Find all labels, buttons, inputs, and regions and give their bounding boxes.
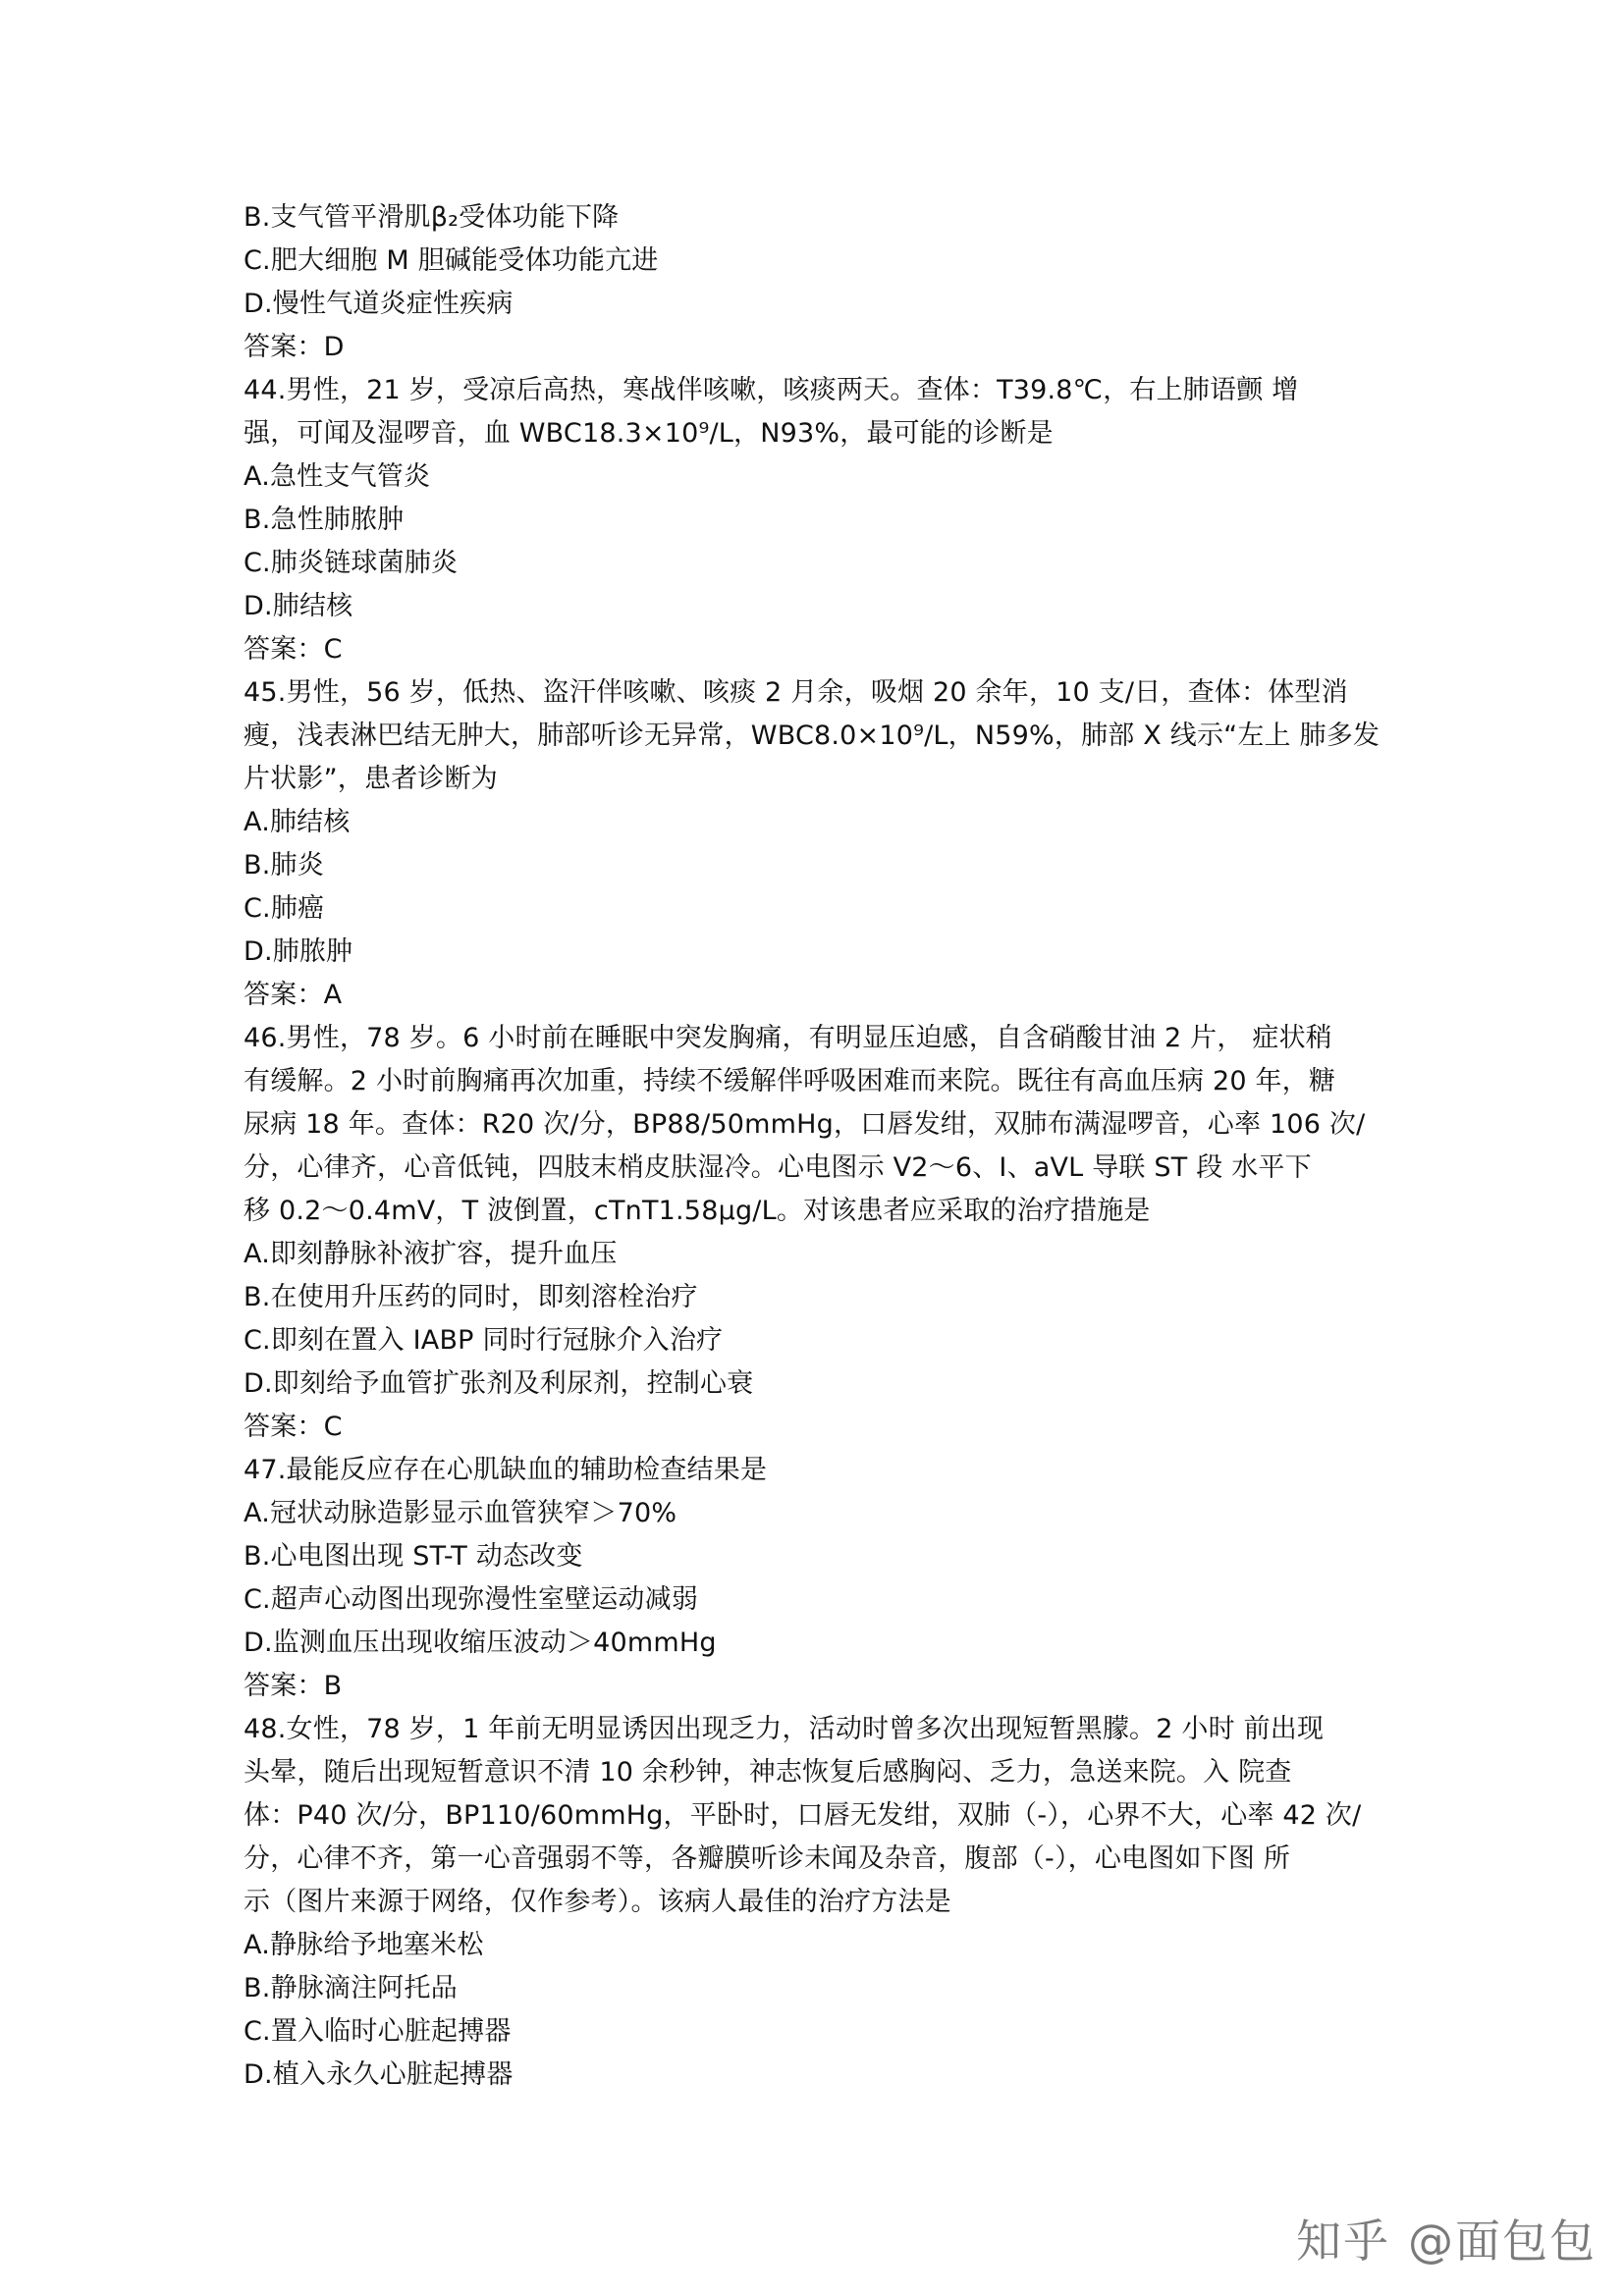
option-line: C.超声心动图出现弥漫性室壁运动减弱: [244, 1584, 699, 1615]
watermark-author: @面包包: [1408, 2215, 1597, 2268]
option-line: A.静脉给予地塞米松: [244, 1930, 484, 1960]
question-46-line: 分，心律齐，心音低钝，四肢末梢皮肤湿冷。心电图示 V2～6、Ⅰ、aVL 导联 ST 段 水平下: [244, 1152, 1312, 1183]
option-line: C.肺炎链球菌肺炎: [244, 548, 459, 578]
option-line: C.即刻在置入 IABP 同时行冠脉介入治疗: [244, 1325, 724, 1356]
watermark-brand: 知乎: [1296, 2215, 1390, 2268]
answer-line: 答案：C: [244, 634, 343, 665]
option-line: B.肺炎: [244, 850, 324, 881]
text-line: B.支气管平滑肌β₂受体功能下降: [244, 202, 620, 233]
option-line: A.急性支气管炎: [244, 461, 431, 492]
answer-line: 答案：B: [244, 1671, 343, 1701]
option-line: D.肺结核: [244, 591, 353, 621]
question-48-line: 头晕，随后出现短暂意识不清 10 余秒钟，神志恢复后感胸闷、乏力，急送来院。入 院查: [244, 1757, 1292, 1788]
option-line: B.在使用升压药的同时，即刻溶栓治疗: [244, 1282, 698, 1312]
answer-line: 答案：A: [244, 980, 343, 1010]
watermark: [1296, 2206, 1597, 2270]
option-line: C.肺癌: [244, 893, 325, 924]
question-45-line: 片状影”，患者诊断为: [244, 764, 498, 794]
document-page: [244, 196, 1402, 2097]
text-line: C.肥大细胞 M 胆碱能受体功能亢进: [244, 245, 659, 276]
question-48-line: 分，心律不齐，第一心音强弱不等，各瓣膜听诊未闻及杂音，腹部（-），心电图如下图 所: [244, 1843, 1291, 1874]
option-line: B.急性肺脓肿: [244, 505, 405, 535]
question-44-line: 44.男性，21 岁，受凉后高热，寒战伴咳嗽，咳痰两天。查体：T39.8℃，右上肺语颤 增: [244, 375, 1299, 405]
question-48-line: 示（图片来源于网络，仅作参考）。该病人最佳的治疗方法是: [244, 1887, 951, 1917]
option-line: B.静脉滴注阿托品: [244, 1973, 458, 2003]
option-line: A.肺结核: [244, 807, 351, 837]
option-line: B.心电图出现 ST-T 动态改变: [244, 1541, 583, 1572]
question-46-line: 移 0.2～0.4mV，T 波倒置，cTnT1.58μg/L。对该患者应采取的治疗措施是: [244, 1196, 1151, 1226]
option-line: D.监测血压出现收缩压波动＞40mmHg: [244, 1628, 717, 1658]
question-45-line: 瘦，浅表淋巴结无肿大，肺部听诊无异常，WBC8.0×10⁹/L，N59%，肺部 X 线示“左上 肺多发: [244, 721, 1380, 751]
question-48-line: 体：P40 次/分，BP110/60mmHg，平卧时，口唇无发绀，双肺（-），心界不大，心率 42 次/: [244, 1800, 1362, 1831]
question-46-line: 尿病 18 年。查体：R20 次/分，BP88/50mmHg，口唇发绀，双肺布满湿啰音，心率 106 次/: [244, 1109, 1366, 1140]
option-line: A.冠状动脉造影显示血管狭窄＞70%: [244, 1498, 677, 1528]
option-line: D.植入永久心脏起搏器: [244, 2059, 514, 2090]
text-line: D.慢性气道炎症性疾病: [244, 289, 514, 319]
question-46-line: 有缓解。2 小时前胸痛再次加重，持续不缓解伴呼吸困难而来院。既往有高血压病 20 年，糖: [244, 1066, 1336, 1096]
question-47-line: 47.最能反应存在心肌缺血的辅助检查结果是: [244, 1455, 768, 1485]
answer-line: 答案：D: [244, 332, 345, 362]
question-44-line: 强，可闻及湿啰音，血 WBC18.3×10⁹/L，N93%，最可能的诊断是: [244, 418, 1054, 449]
option-line: C.置入临时心脏起搏器: [244, 2016, 512, 2047]
option-line: D.即刻给予血管扩张剂及利尿剂，控制心衰: [244, 1368, 754, 1399]
answer-line: 答案：C: [244, 1412, 343, 1442]
question-48-line: 48.女性，78 岁，1 年前无明显诱因出现乏力，活动时曾多次出现短暂黑朦。2 小时 前出现: [244, 1714, 1325, 1744]
option-line: A.即刻静脉补液扩容，提升血压: [244, 1239, 618, 1269]
option-line: D.肺脓肿: [244, 936, 353, 967]
question-45-line: 45.男性，56 岁，低热、盗汗伴咳嗽、咳痰 2 月余，吸烟 20 余年，10 支/日，查体：体型消: [244, 677, 1348, 708]
question-46-line: 46.男性，78 岁。6 小时前在睡眠中突发胸痛，有明显压迫感，自含硝酸甘油 2 片， 症状稍: [244, 1023, 1332, 1053]
